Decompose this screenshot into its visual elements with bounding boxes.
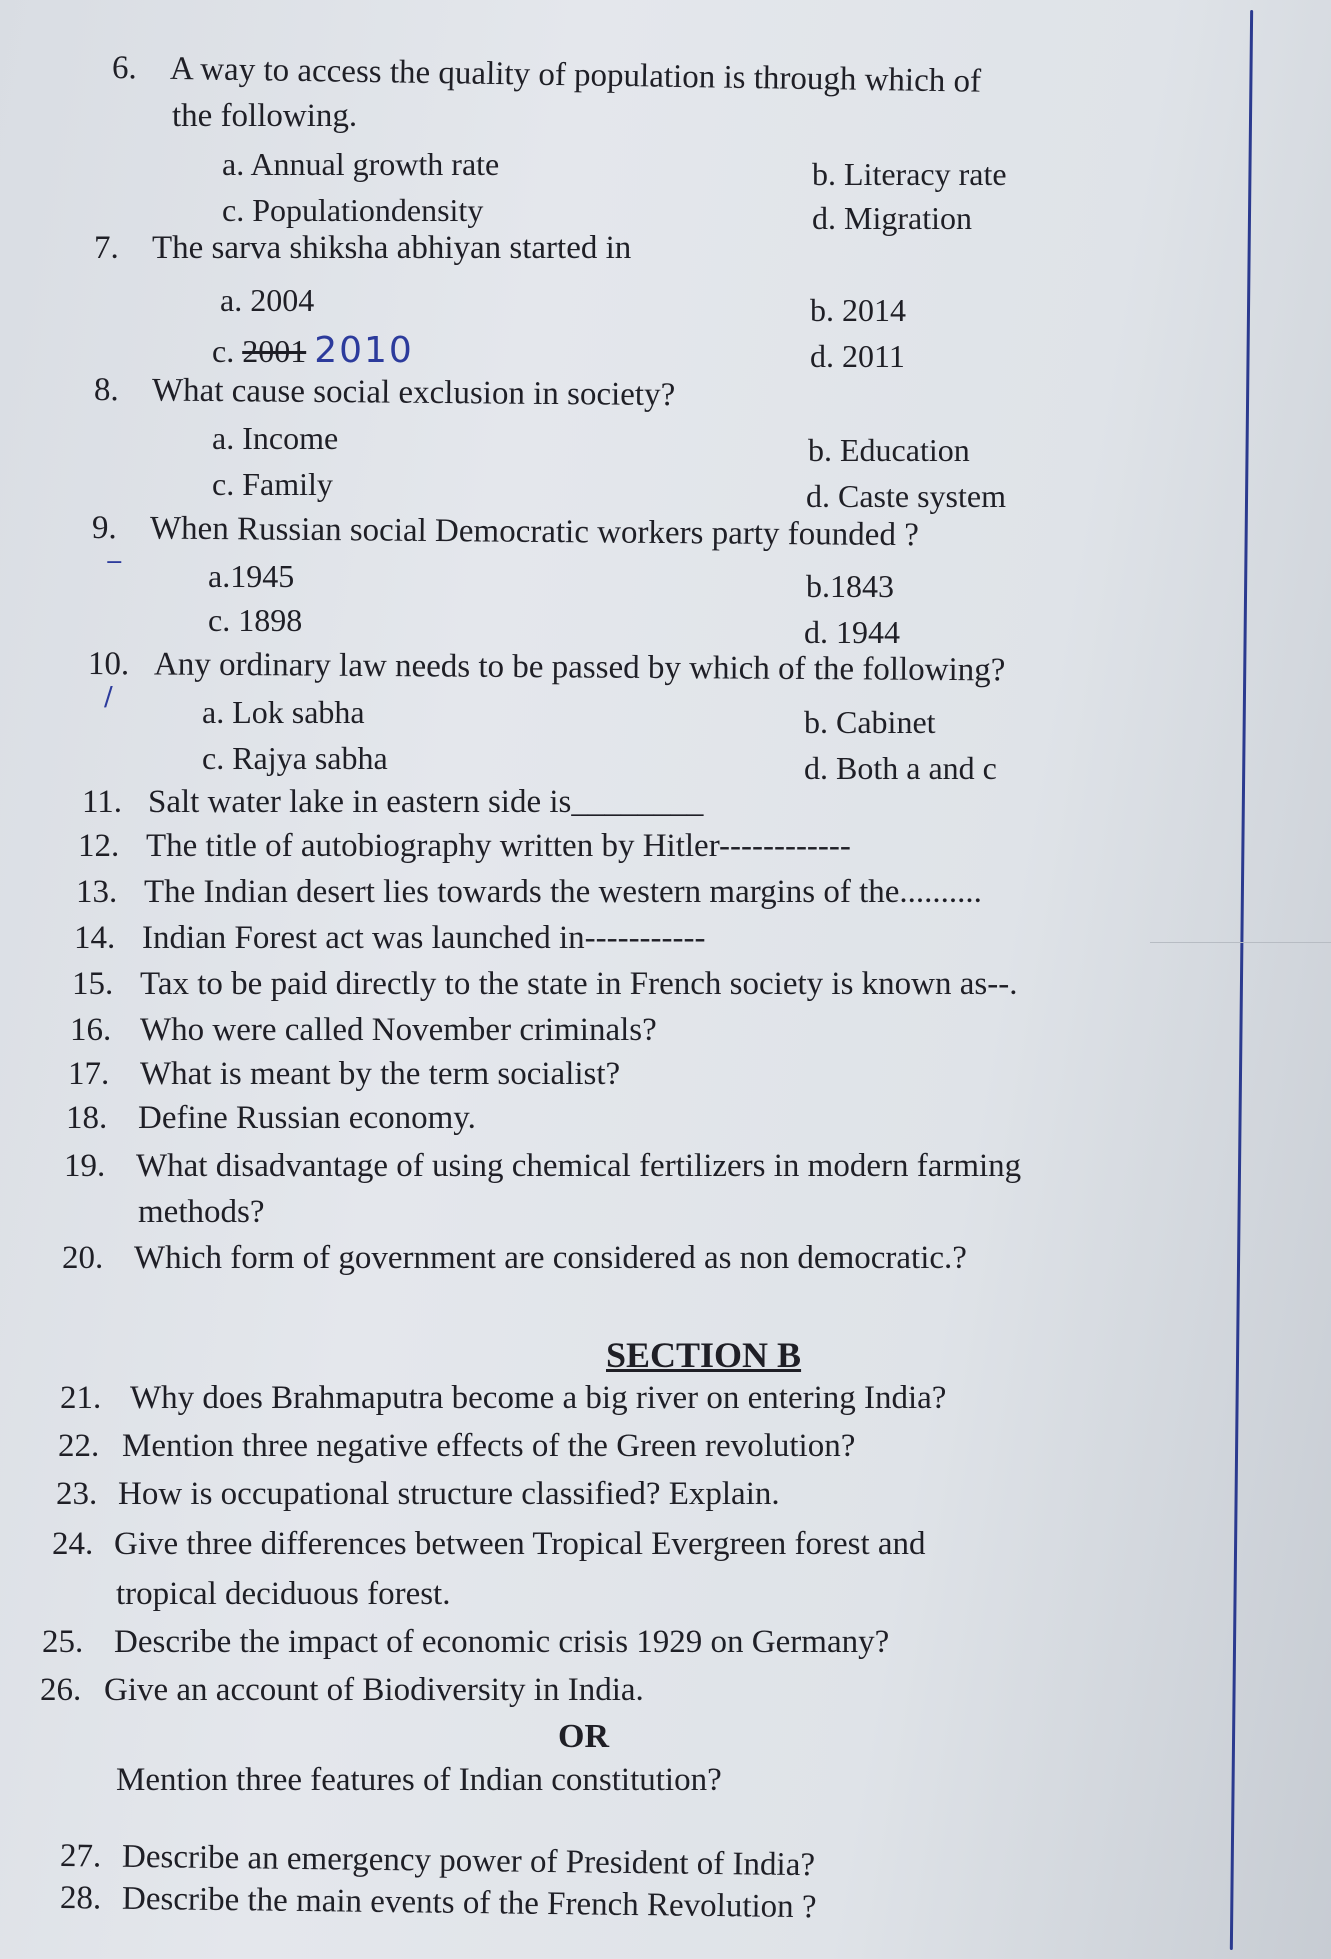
option-a: a. Annual growth rate (222, 146, 500, 182)
question-7 (94, 230, 631, 267)
question-number: 18. (66, 1100, 108, 1136)
question-continuation: tropical deciduous forest. (116, 1576, 451, 1612)
question-12 (78, 828, 851, 865)
question-13 (76, 874, 982, 911)
question-21 (60, 1380, 946, 1417)
option-b: b. 2014 (810, 292, 906, 328)
question-text: Define Russian economy. (138, 1100, 476, 1136)
question-17 (68, 1056, 620, 1093)
question-number: 26. (40, 1672, 82, 1708)
question-text: How is occupational structure classified? Explain. (118, 1476, 780, 1512)
section-heading: SECTION B (606, 1335, 802, 1375)
question-number: 7. (94, 230, 119, 266)
question-23 (56, 1476, 780, 1513)
paper-fold (1150, 942, 1331, 943)
question-number: 8. (93, 372, 119, 409)
question-text: Any ordinary law needs to be passed by which of the following? (153, 646, 1006, 689)
question-24 (52, 1526, 926, 1563)
question-11 (82, 784, 703, 821)
tick-mark-icon: ∕ (104, 682, 113, 712)
question-text: The title of autobiography written by Hitler------------ (146, 828, 851, 864)
question-text: Give three differences between Tropical Evergreen forest and (114, 1526, 926, 1562)
question-text: What cause social exclusion in society? (151, 372, 676, 414)
or-divider: OR (558, 1718, 609, 1755)
question-text: Mention three negative effects of the Green revolution? (122, 1428, 856, 1464)
question-26 (40, 1672, 644, 1709)
question-text: Give an account of Biodiversity in India. (104, 1672, 644, 1708)
handwritten-correction: 2010 (314, 330, 414, 371)
question-text: Who were called November criminals? (140, 1012, 657, 1048)
question-continuation: methods? (138, 1194, 265, 1230)
question-25 (42, 1624, 889, 1661)
option-c: c. 1898 (208, 602, 303, 638)
question-text: The Indian desert lies towards the western margins of the.......... (144, 874, 982, 910)
option-d: d. 1944 (804, 614, 900, 650)
option-a: a. Income (212, 420, 339, 456)
option-c (212, 330, 414, 371)
option-b: b. Cabinet (804, 704, 936, 740)
question-number: 19. (64, 1148, 106, 1184)
question-number: 25. (42, 1624, 84, 1660)
question-number: 12. (78, 828, 120, 864)
question-9 (92, 510, 919, 554)
question-text: Why does Brahmaputra become a big river on entering India? (130, 1380, 947, 1416)
question-text: Salt water lake in eastern side is________ (148, 784, 704, 820)
question-18 (66, 1100, 476, 1137)
handdrawn-margin-line (1230, 10, 1253, 1950)
option-b: b. Literacy rate (812, 156, 1007, 192)
question-text: Describe an emergency power of President of India? (121, 1838, 816, 1884)
option-d: d. Caste system (806, 478, 1006, 514)
question-16 (70, 1012, 657, 1049)
question-number: 10. (87, 646, 130, 683)
question-number: 17. (68, 1056, 110, 1092)
question-20 (62, 1240, 967, 1277)
question-text: What is meant by the term socialist? (140, 1056, 621, 1092)
question-19 (64, 1148, 1021, 1185)
question-text: Tax to be paid directly to the state in French society is known as--. (140, 966, 1018, 1002)
question-number: 11. (82, 784, 123, 820)
question-text: What disadvantage of using chemical fertilizers in modern farming (136, 1148, 1022, 1184)
question-number: 21. (60, 1380, 102, 1416)
question-number: 22. (58, 1428, 100, 1464)
question-number: 23. (56, 1476, 98, 1512)
question-22 (58, 1428, 855, 1465)
question-number: 13. (76, 874, 118, 910)
option-d: d. Migration (812, 200, 972, 236)
question-number: 27. (59, 1838, 102, 1875)
option-a: a. Lok sabha (202, 694, 365, 730)
option-c: c. Rajya sabha (202, 740, 388, 776)
question-15 (72, 966, 1017, 1003)
struck-value: 2001 (242, 333, 307, 369)
question-number: 28. (59, 1880, 102, 1917)
question-number: 15. (72, 966, 114, 1002)
question-27 (60, 1838, 815, 1884)
option-d: d. 2011 (810, 338, 905, 374)
option-a: a. 2004 (220, 282, 315, 318)
question-text: When Russian social Democratic workers party founded ? (149, 510, 919, 554)
option-b: b. Education (808, 432, 970, 468)
question-10 (88, 646, 1006, 689)
question-number: 14. (74, 920, 116, 956)
question-8 (94, 372, 676, 414)
question-28 (60, 1880, 817, 1926)
option-b: b.1843 (806, 568, 894, 604)
option-label: c. (212, 333, 235, 369)
option-d: d. Both a and c (804, 750, 997, 786)
question-text: A way to access the quality of population is through which of (169, 50, 982, 100)
question-number: 16. (70, 1012, 112, 1048)
question-continuation: the following. (172, 98, 358, 134)
question-6 (112, 50, 982, 101)
option-c: c. Populationdensity (222, 192, 484, 228)
question-text: Indian Forest act was launched in----------- (142, 920, 706, 956)
question-text: The sarva shiksha abhiyan started in (152, 230, 632, 266)
alternative-question: Mention three features of Indian constitution? (116, 1762, 722, 1798)
option-c: c. Family (212, 466, 333, 502)
question-number: 9. (91, 510, 117, 547)
question-number: 6. (111, 50, 138, 87)
question-text: Describe the impact of economic crisis 1929 on Germany? (114, 1624, 890, 1660)
question-text: Which form of government are considered as non democratic.? (134, 1240, 967, 1276)
question-text: Describe the main events of the French Revolution ? (121, 1880, 817, 1926)
question-number: 20. (62, 1240, 104, 1276)
question-14 (74, 920, 706, 957)
tick-mark-icon: ‒ (106, 546, 123, 576)
option-a: a.1945 (208, 558, 295, 594)
question-number: 24. (52, 1526, 94, 1562)
